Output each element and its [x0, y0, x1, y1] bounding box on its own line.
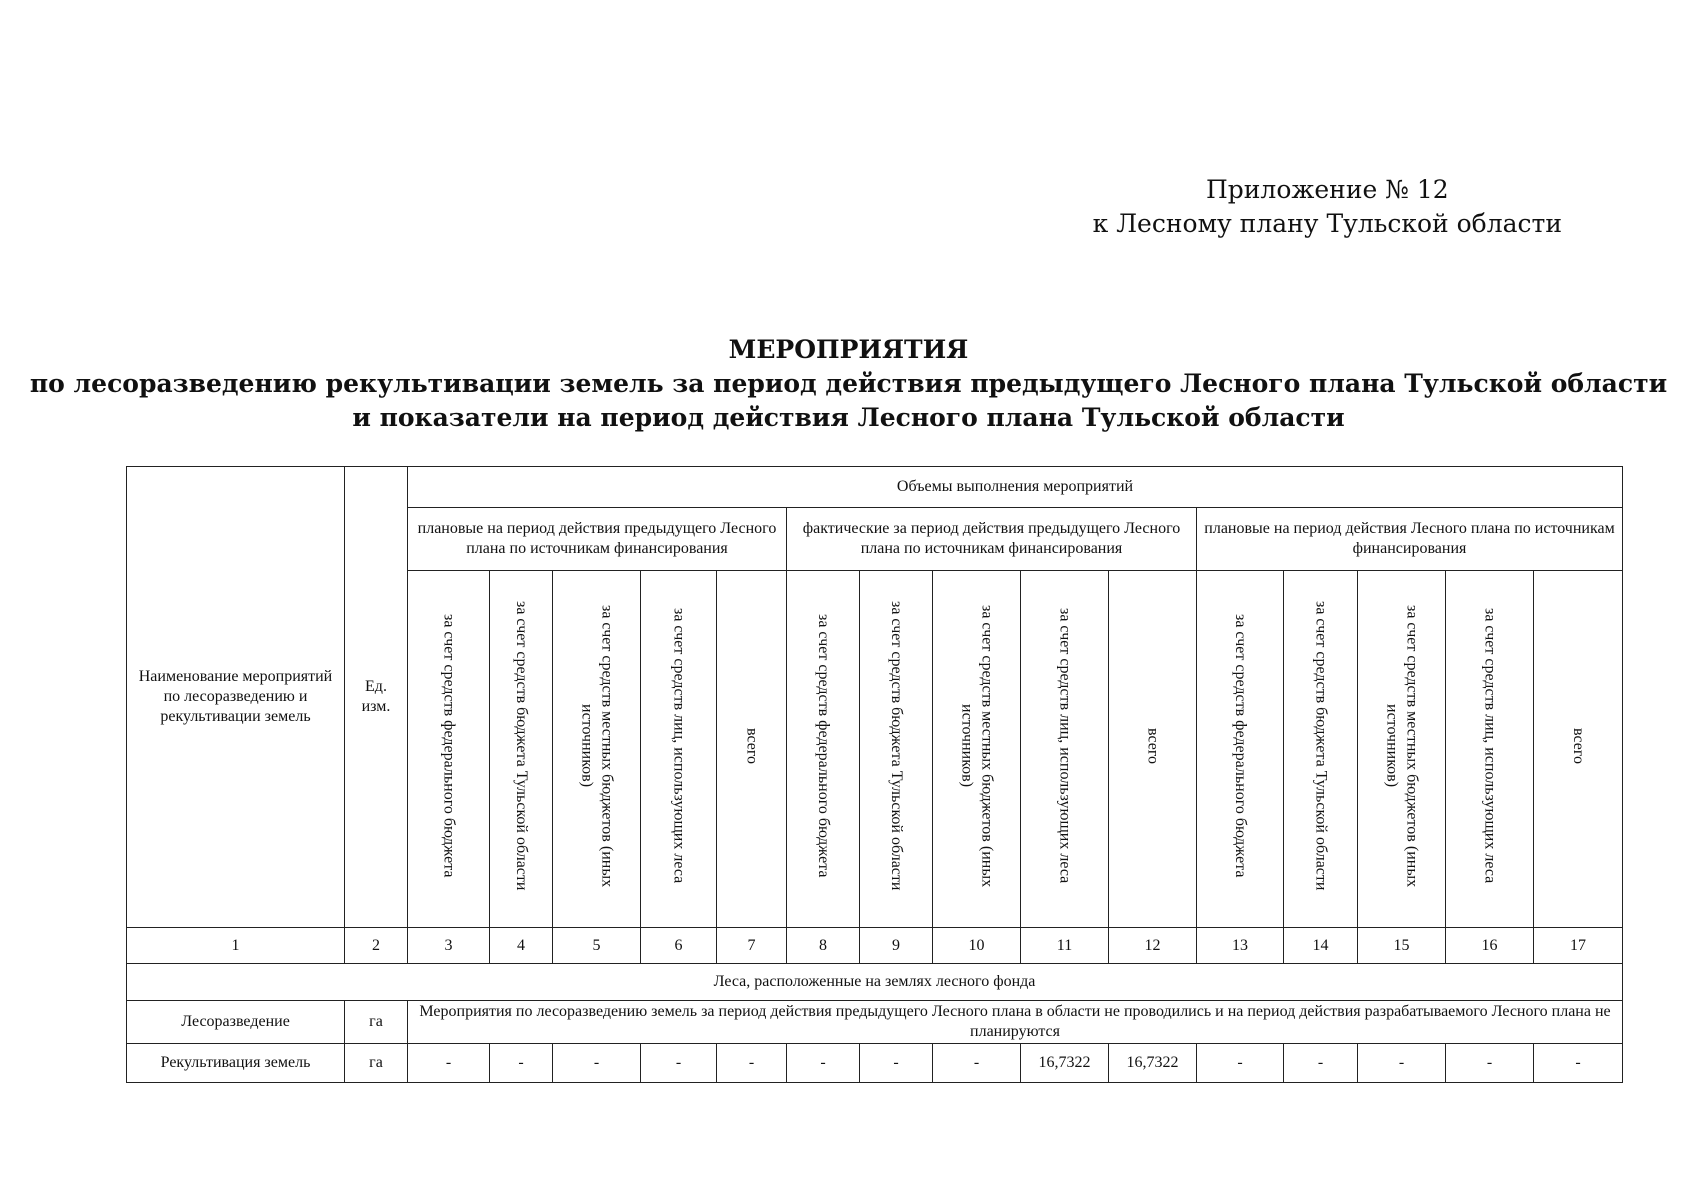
header-source-local: за счет средств местных бюджетов (иных источников): [1358, 571, 1446, 928]
column-number: 5: [553, 928, 641, 964]
header-source-regional: за счет средств бюджета Тульской области: [1284, 571, 1358, 928]
column-numbers-row: [127, 928, 1623, 964]
header-source-federal: за счет средств федерального бюджета: [1197, 571, 1284, 928]
row-value: 16,7322: [1021, 1044, 1109, 1083]
header-source-users: за счет средств лиц, использующих леса: [1446, 571, 1534, 928]
column-number: 2: [345, 928, 408, 964]
header-group-planned-previous: плановые на период действия предыдущего Лесного плана по источникам финансирования: [408, 508, 787, 571]
row-note: Мероприятия по лесоразведению земель за период действия предыдущего Лесного плана в области не проводились и на период действия разрабатываемого Лесного плана не планируются: [408, 1001, 1623, 1044]
header-source-local: за счет средств местных бюджетов (иных источников): [553, 571, 641, 928]
header-source-regional: за счет средств бюджета Тульской области: [860, 571, 933, 928]
column-number: 9: [860, 928, 933, 964]
header-source-users: за счет средств лиц, использующих леса: [641, 571, 717, 928]
document-subtitle-line2: и показатели на период действия Лесного плана Тульской области: [352, 403, 1345, 432]
row-value: -: [641, 1044, 717, 1083]
row-name: Рекультивация земель: [127, 1044, 345, 1083]
row-name: Лесоразведение: [127, 1001, 345, 1044]
column-number: 15: [1358, 928, 1446, 964]
row-unit: га: [345, 1044, 408, 1083]
row-value: -: [860, 1044, 933, 1083]
header-source-regional: за счет средств бюджета Тульской области: [490, 571, 553, 928]
column-number: 1: [127, 928, 345, 964]
column-number: 6: [641, 928, 717, 964]
row-unit: га: [345, 1001, 408, 1044]
row-value: -: [408, 1044, 490, 1083]
header-source-users: за счет средств лиц, использующих леса: [1021, 571, 1109, 928]
table-row-reclamation: [127, 1044, 1623, 1083]
column-number: 3: [408, 928, 490, 964]
row-value: 16,7322: [1109, 1044, 1197, 1083]
row-value: -: [717, 1044, 787, 1083]
appendix-reference: к Лесному плану Тульской области: [1092, 209, 1562, 238]
document-title: МЕРОПРИЯТИЯ: [728, 335, 969, 364]
row-value: -: [787, 1044, 860, 1083]
appendix-number: Приложение № 12: [1205, 175, 1449, 204]
table-row-afforestation: [127, 1001, 1623, 1044]
column-number: 8: [787, 928, 860, 964]
header-source-federal: за счет средств федерального бюджета: [408, 571, 490, 928]
header-group-planned-current: плановые на период действия Лесного плана по источникам финансирования: [1197, 508, 1623, 571]
header-row-volumes: [127, 467, 1623, 508]
header-source-total: всего: [1534, 571, 1623, 928]
column-number: 14: [1284, 928, 1358, 964]
column-number: 13: [1197, 928, 1284, 964]
section-title: Леса, расположенные на землях лесного фонда: [127, 964, 1623, 1001]
document-title-block: [0, 333, 1697, 435]
document-subtitle-line1: по лесоразведению рекультивации земель за период действия предыдущего Лесного плана Тульской области: [29, 369, 1668, 398]
measures-table: [126, 466, 1623, 1083]
row-value: -: [1358, 1044, 1446, 1083]
column-number: 4: [490, 928, 553, 964]
header-source-total: всего: [717, 571, 787, 928]
header-source-federal: за счет средств федерального бюджета: [787, 571, 860, 928]
header-unit: Ед. изм.: [345, 467, 408, 928]
appendix-block: [1093, 173, 1562, 241]
row-value: -: [490, 1044, 553, 1083]
row-value: -: [933, 1044, 1021, 1083]
header-volumes: Объемы выполнения мероприятий: [408, 467, 1623, 508]
column-number: 11: [1021, 928, 1109, 964]
header-group-actual-previous: фактические за период действия предыдущего Лесного плана по источникам финансирования: [787, 508, 1197, 571]
row-value: -: [553, 1044, 641, 1083]
section-row: [127, 964, 1623, 1001]
column-number: 7: [717, 928, 787, 964]
row-value: -: [1284, 1044, 1358, 1083]
header-name: Наименование мероприятий по лесоразведению и рекультивации земель: [127, 467, 345, 928]
column-number: 10: [933, 928, 1021, 964]
row-value: -: [1534, 1044, 1623, 1083]
column-number: 12: [1109, 928, 1197, 964]
header-source-local: за счет средств местных бюджетов (иных источников): [933, 571, 1021, 928]
row-value: -: [1446, 1044, 1534, 1083]
column-number: 16: [1446, 928, 1534, 964]
row-value: -: [1197, 1044, 1284, 1083]
column-number: 17: [1534, 928, 1623, 964]
header-source-total: всего: [1109, 571, 1197, 928]
